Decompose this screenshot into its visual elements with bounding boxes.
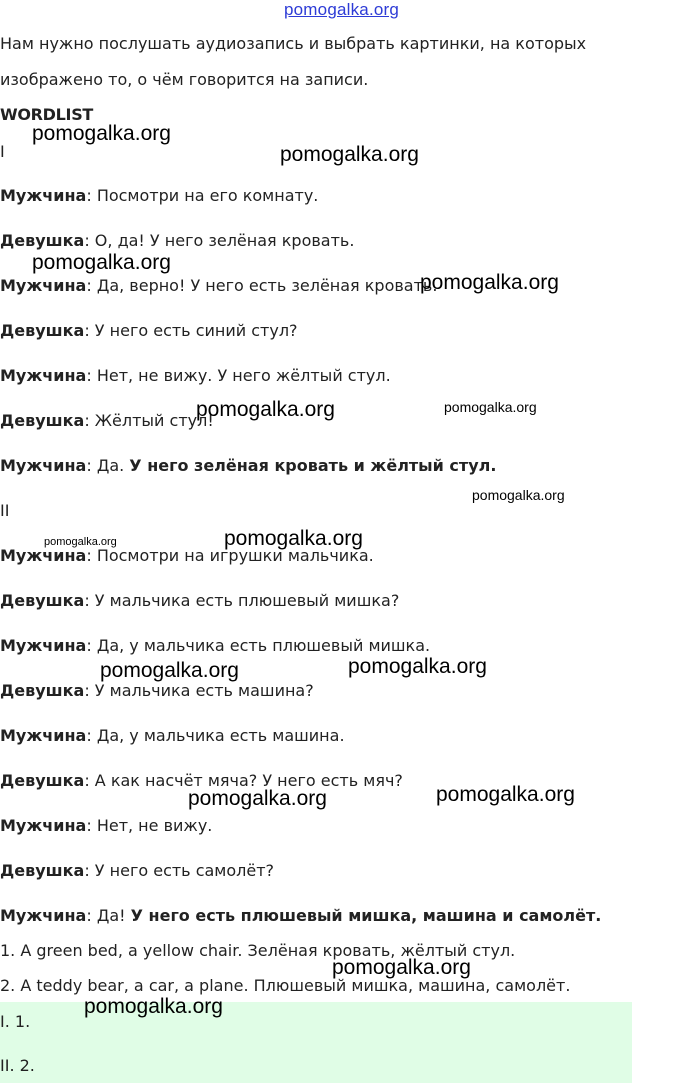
dialogue-line: Мужчина: Да, у мальчика есть плюшевый мишка.: [0, 636, 431, 655]
speaker-name: Мужчина: [0, 636, 87, 655]
dialogue-line: Мужчина: Нет, не вижу. У него жёлтый стул.: [0, 366, 391, 385]
watermark: pomogalka.org: [32, 251, 171, 274]
speaker-name: Мужчина: [0, 546, 87, 565]
watermark: pomogalka.org: [32, 122, 171, 145]
watermark: pomogalka.org: [196, 398, 335, 421]
dialogue-line: Девушка: А как насчёт мяча? У него есть мяч?: [0, 771, 403, 790]
answer-line-2: II. 2.: [0, 1056, 35, 1075]
dialogue-line: Мужчина: Да! У него есть плюшевый мишка, машина и самолёт.: [0, 906, 602, 925]
dialogue-text: Жёлтый стул!: [94, 411, 214, 430]
summary-line-2: 2. A teddy bear, a car, a plane. Плюшевый мишка, машина, самолёт.: [0, 976, 571, 995]
part-1-label: I: [0, 142, 5, 161]
dialogue-text: Нет, не вижу.: [96, 816, 213, 835]
answer-line-1: I. 1.: [0, 1012, 31, 1031]
dialogue-text: Да, у мальчика есть машина.: [96, 726, 345, 745]
dialogue-line: Мужчина: Да, верно! У него есть зелёная кровать.: [0, 276, 438, 295]
watermark: pomogalka.org: [224, 527, 363, 550]
summary-line-1: 1. A green bed, a yellow chair. Зелёная кровать, жёлтый стул.: [0, 941, 516, 960]
dialogue-line: Мужчина: Да. У него зелёная кровать и жёлтый стул.: [0, 456, 497, 475]
speaker-name: Девушка: [0, 771, 85, 790]
dialogue-emphasis: У него зелёная кровать и жёлтый стул.: [129, 456, 497, 475]
dialogue-text: О, да! У него зелёная кровать.: [94, 231, 355, 250]
speaker-name: Мужчина: [0, 906, 87, 925]
intro-line-2: изображено то, о чём говорится на записи.: [0, 70, 369, 89]
dialogue-text: Да.: [96, 456, 125, 475]
speaker-name: Девушка: [0, 861, 85, 880]
speaker-name: Мужчина: [0, 726, 87, 745]
dialogue-line: Мужчина: Посмотри на игрушки мальчика.: [0, 546, 374, 565]
dialogue-text: У мальчика есть плюшевый мишка?: [94, 591, 400, 610]
speaker-name: Мужчина: [0, 816, 87, 835]
dialogue-line: Мужчина: Нет, не вижу.: [0, 816, 213, 835]
dialogue-line: Девушка: О, да! У него зелёная кровать.: [0, 231, 355, 250]
speaker-name: Мужчина: [0, 186, 87, 205]
intro-line-1: Нам нужно послушать аудиозапись и выбрать картинки, на которых: [0, 34, 587, 53]
watermark: pomogalka.org: [332, 956, 471, 979]
watermark: pomogalka.org: [188, 787, 327, 810]
dialogue-line: Девушка: У мальчика есть машина?: [0, 681, 314, 700]
speaker-name: Мужчина: [0, 366, 87, 385]
dialogue-text: Посмотри на игрушки мальчика.: [96, 546, 374, 565]
wordlist-title: WORDLIST: [0, 105, 94, 124]
dialogue-line: Девушка: У мальчика есть плюшевый мишка?: [0, 591, 400, 610]
dialogue-text: У него есть самолёт?: [94, 861, 275, 880]
dialogue-text: Да!: [96, 906, 126, 925]
watermark: pomogalka.org: [436, 783, 575, 806]
part-2-label: II: [0, 501, 10, 520]
dialogue-text: У него есть синий стул?: [94, 321, 298, 340]
speaker-name: Девушка: [0, 591, 85, 610]
dialogue-text: У мальчика есть машина?: [94, 681, 314, 700]
dialogue-text: А как насчёт мяча? У него есть мяч?: [94, 771, 403, 790]
dialogue-line: Девушка: Жёлтый стул!: [0, 411, 214, 430]
watermark: pomogalka.org: [84, 995, 223, 1018]
speaker-name: Девушка: [0, 681, 85, 700]
dialogue-line: Мужчина: Посмотри на его комнату.: [0, 186, 319, 205]
dialogue-emphasis: У него есть плюшевый мишка, машина и самолёт.: [130, 906, 602, 925]
watermark: pomogalka.org: [348, 655, 487, 678]
speaker-name: Девушка: [0, 231, 85, 250]
speaker-name: Девушка: [0, 411, 85, 430]
watermark: pomogalka.org: [472, 487, 565, 503]
speaker-name: Мужчина: [0, 276, 87, 295]
dialogue-text: Да, у мальчика есть плюшевый мишка.: [96, 636, 431, 655]
site-link[interactable]: pomogalka.org: [284, 0, 400, 19]
dialogue-line: Девушка: У него есть синий стул?: [0, 321, 298, 340]
watermark: pomogalka.org: [420, 271, 559, 294]
watermark: pomogalka.org: [444, 399, 537, 415]
speaker-name: Девушка: [0, 321, 85, 340]
dialogue-text: Да, верно! У него есть зелёная кровать.: [96, 276, 438, 295]
dialogue-text: Посмотри на его комнату.: [96, 186, 319, 205]
speaker-name: Мужчина: [0, 456, 87, 475]
watermark: pomogalka.org: [280, 143, 419, 166]
watermark: pomogalka.org: [100, 659, 239, 682]
dialogue-line: Девушка: У него есть самолёт?: [0, 861, 275, 880]
dialogue-line: Мужчина: Да, у мальчика есть машина.: [0, 726, 345, 745]
dialogue-text: Нет, не вижу. У него жёлтый стул.: [96, 366, 391, 385]
watermark: pomogalka.org: [44, 536, 117, 548]
